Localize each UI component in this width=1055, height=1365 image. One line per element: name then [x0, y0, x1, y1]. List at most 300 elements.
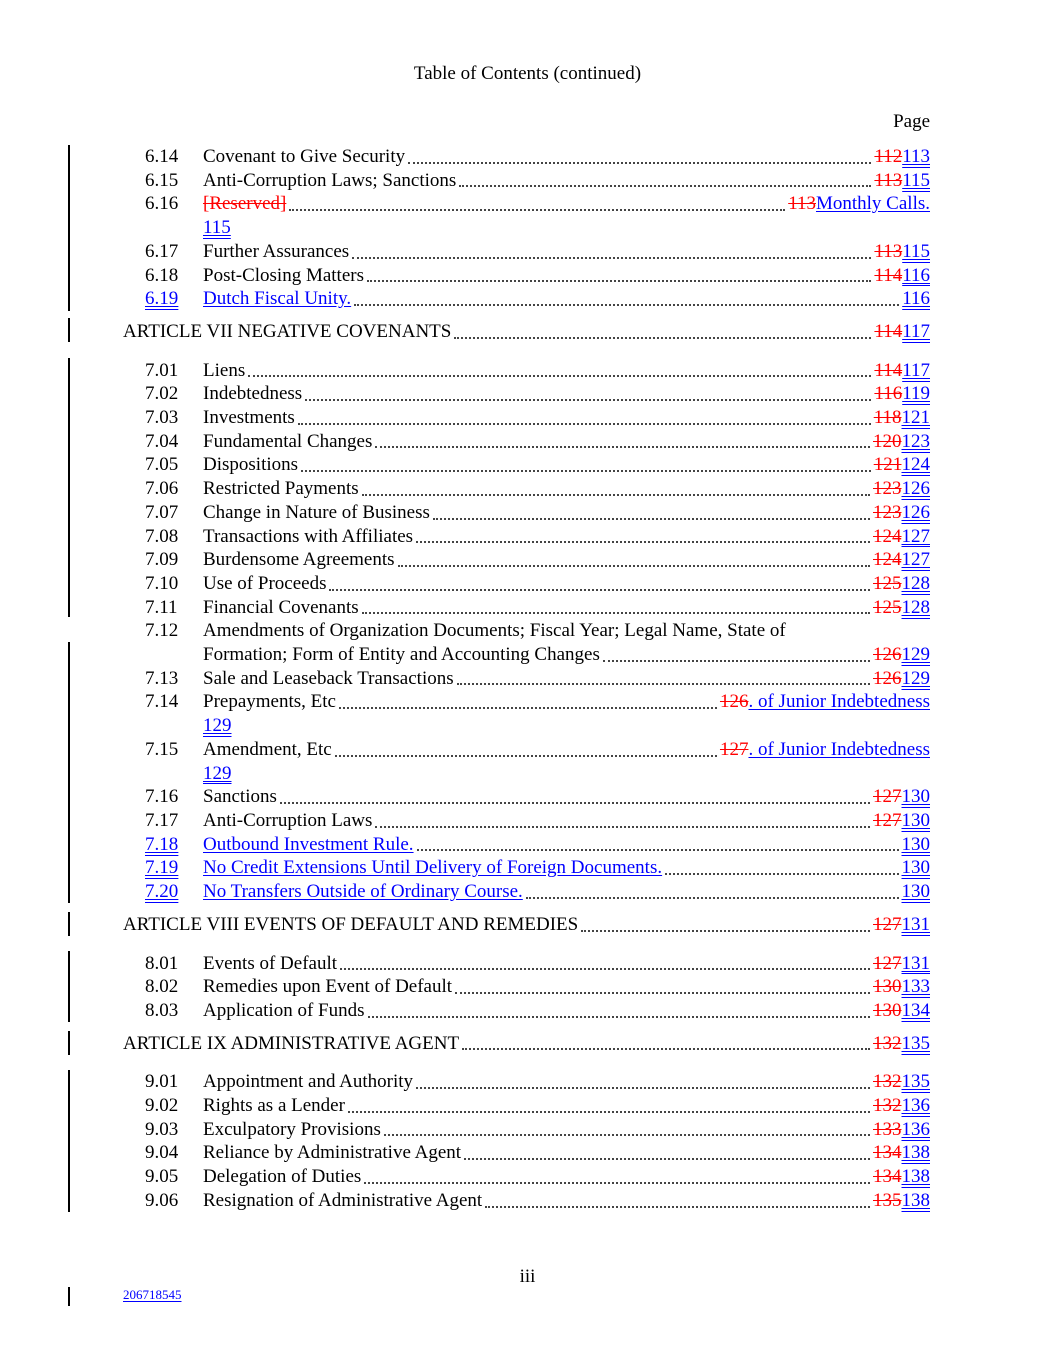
change-bar: [68, 1070, 70, 1212]
section-number: [145, 145, 203, 169]
toc-section-row: [123, 477, 930, 501]
section-number-text: 6.19: [145, 288, 179, 310]
section-number-text: 7.08: [145, 525, 179, 547]
section-number: [145, 359, 203, 383]
toc-section-row: [123, 952, 930, 976]
page-numbers: [873, 1118, 930, 1142]
inserted-page-number: 121: [901, 407, 930, 429]
dot-leader: [454, 337, 871, 339]
entry-title: Post-Closing Matters: [203, 264, 364, 286]
toc-wrap-row: [123, 216, 930, 240]
toc-section-row: [123, 192, 930, 216]
entry-title: Covenant to Give Security: [203, 146, 406, 167]
deleted-text: 127: [873, 786, 902, 808]
deleted-text: 127: [873, 952, 902, 974]
page-number-footer: iii: [519, 1266, 536, 1287]
toc-section-row: [123, 240, 930, 264]
entry-title: Anti-Corruption Laws; Sanctions: [203, 169, 457, 191]
page-numbers: [873, 477, 930, 501]
dot-leader: [416, 1087, 870, 1089]
change-bar: [68, 951, 70, 1022]
inserted-text: Outbound Investment Rule.: [203, 833, 414, 855]
deleted-text: 113: [788, 193, 816, 215]
section-number: [145, 833, 203, 857]
entry-title: Restricted Payments: [203, 478, 359, 500]
toc-section-row: [123, 690, 930, 714]
section-number-text: 7.12: [145, 620, 179, 642]
page-numbers: [873, 572, 930, 596]
section-number: [145, 382, 203, 406]
toc-section-row: [123, 406, 930, 430]
section-number: [145, 1165, 203, 1189]
change-bar: [68, 1287, 70, 1306]
entry-title: Liens: [203, 359, 246, 381]
inserted-page-number: 130: [901, 833, 930, 855]
section-number: [145, 1118, 203, 1142]
deleted-text: 127: [719, 738, 749, 760]
deleted-text: 123: [873, 478, 902, 500]
toc-section-row: [123, 856, 930, 880]
entry-title: Formation; Form of Entity and Accounting Changes: [203, 644, 600, 666]
deleted-text: 121: [873, 454, 902, 476]
inserted-page-number: 127: [901, 525, 930, 547]
section-number: [145, 738, 203, 762]
entry-title: Indebtedness: [203, 383, 303, 405]
entry-title: Delegation of Duties: [203, 1166, 362, 1188]
section-number: [145, 548, 203, 572]
entry-title: Change in Nature of Business: [203, 501, 430, 523]
dot-leader: [364, 1182, 870, 1184]
inserted-page-number: 138: [901, 1142, 930, 1164]
toc-section-row: [123, 833, 930, 857]
toc-section-row: [123, 169, 930, 193]
entry-title: Investments: [203, 407, 295, 429]
section-number-text: 7.01: [145, 359, 179, 381]
page-numbers: [873, 1141, 930, 1165]
deleted-text: 126: [873, 644, 902, 666]
inserted-page-number: 134: [901, 999, 930, 1021]
toc-wrap-row: [123, 714, 930, 738]
dot-leader: [384, 1134, 870, 1136]
toc-section-row: [123, 596, 930, 620]
section-number: [145, 525, 203, 549]
inserted-page-number: 138: [901, 1189, 930, 1211]
entry-title: Rights as a Lender: [203, 1095, 345, 1117]
deleted-text: 132: [873, 1071, 902, 1093]
deleted-text: [Reserved]: [203, 193, 287, 215]
dot-leader: [280, 802, 870, 804]
section-number-text: 6.17: [145, 240, 179, 262]
section-number: [145, 856, 203, 880]
inserted-text: Monthly Calls.: [815, 193, 930, 215]
inserted-page-number: 136: [901, 1095, 930, 1117]
section-number-text: 9.06: [145, 1189, 179, 1211]
section-number: [145, 501, 203, 525]
entry-title: Burdensome Agreements: [203, 549, 395, 571]
page-numbers: [873, 525, 930, 549]
entry-title: Events of Default: [203, 952, 338, 974]
page-numbers: [873, 1070, 930, 1094]
page-numbers: [873, 596, 930, 620]
dot-leader: [329, 589, 870, 591]
page-numbers: [902, 287, 930, 311]
section-number: [145, 619, 203, 643]
section-number-text: 8.03: [145, 999, 179, 1021]
toc-section-row: [123, 359, 930, 383]
toc-section-row: [123, 548, 930, 572]
entry-title: Exculpatory Provisions: [203, 1118, 381, 1140]
inserted-text: . of Junior Indebtedness: [748, 691, 930, 713]
inserted-page-number: 129: [203, 715, 232, 737]
toc-section-row: [123, 738, 930, 762]
deleted-text: 114: [874, 359, 903, 381]
section-number: [145, 169, 203, 193]
dot-leader: [289, 209, 785, 211]
inserted-page-number: 126: [901, 478, 930, 500]
section-number: [145, 430, 203, 454]
dot-leader: [348, 1111, 870, 1113]
deleted-text: 112: [874, 146, 903, 167]
section-number-text: 7.15: [145, 738, 179, 760]
inserted-page-number: 130: [901, 809, 930, 831]
section-number: [145, 880, 203, 904]
section-number-text: 7.04: [145, 430, 179, 452]
section-number-text: 9.01: [145, 1071, 179, 1093]
inserted-page-number: 133: [901, 976, 930, 998]
deleted-text: 114: [874, 320, 903, 342]
toc-article-row: [123, 1032, 930, 1056]
page-numbers: [873, 1189, 930, 1213]
section-number: [145, 1189, 203, 1213]
section-number-text: 7.20: [145, 881, 179, 903]
inserted-page-number: 138: [901, 1166, 930, 1188]
change-bar: [68, 642, 70, 903]
inserted-page-number: 116: [902, 264, 930, 286]
page-numbers: [873, 501, 930, 525]
document-id: 206718545: [123, 1287, 182, 1302]
toc-section-row: [123, 501, 930, 525]
toc-wrap-row: [123, 643, 930, 667]
section-number-text: 7.05: [145, 454, 179, 476]
toc-section-row: [123, 1094, 930, 1118]
inserted-page-number: 135: [901, 1071, 930, 1093]
section-number-text: 6.15: [145, 169, 179, 191]
toc-section-row: [123, 1070, 930, 1094]
deleted-text: 113: [874, 240, 903, 262]
dot-leader: [665, 873, 898, 875]
page-numbers: [873, 548, 930, 572]
section-number-text: 7.16: [145, 786, 179, 808]
deleted-text: 124: [873, 525, 902, 547]
toc-article-row: [123, 913, 930, 937]
page-numbers: [874, 169, 930, 193]
entry-title: Financial Covenants: [203, 596, 359, 618]
section-number: [145, 572, 203, 596]
entry-title: Anti-Corruption Laws: [203, 809, 373, 831]
toc-section-row: [123, 1118, 930, 1142]
entry-title: Reliance by Administrative Agent: [203, 1142, 462, 1164]
dot-leader: [375, 446, 870, 448]
deleted-text: 126: [873, 667, 902, 689]
inserted-page-number: 115: [203, 217, 231, 239]
dot-leader: [455, 992, 870, 994]
toc-section-row: [123, 1165, 930, 1189]
dot-leader: [354, 304, 899, 306]
inserted-page-number: 117: [902, 320, 930, 342]
page-numbers: [874, 359, 930, 383]
entry-title: Remedies upon Event of Default: [203, 976, 453, 998]
section-number-text: 7.02: [145, 383, 179, 405]
dot-leader: [301, 470, 871, 472]
toc-article-row: [123, 320, 930, 344]
section-number-text: 7.06: [145, 478, 179, 500]
page-numbers: [874, 382, 930, 406]
table-of-contents: [123, 145, 930, 1213]
section-number: [145, 1141, 203, 1165]
deleted-text: 126: [719, 691, 749, 713]
inserted-text: Dutch Fiscal Unity.: [203, 288, 352, 310]
change-bar: [68, 358, 70, 617]
deleted-text: 116: [874, 383, 903, 405]
deleted-text: 125: [873, 596, 902, 618]
dot-leader: [457, 683, 870, 685]
dot-leader: [339, 707, 717, 709]
section-number-text: 9.03: [145, 1118, 179, 1140]
page-numbers: [873, 785, 930, 809]
page-numbers: [873, 913, 930, 937]
change-bar: [68, 318, 70, 342]
dot-leader: [335, 755, 717, 757]
section-number: [145, 999, 203, 1023]
page-numbers: [874, 453, 930, 477]
toc-section-row: [123, 785, 930, 809]
inserted-page-number: 123: [901, 430, 930, 452]
section-number: [145, 596, 203, 620]
inserted-page-number: 129: [901, 667, 930, 689]
deleted-text: 123: [873, 501, 902, 523]
dot-leader: [298, 423, 871, 425]
toc-section-row: [123, 525, 930, 549]
section-number-text: 6.14: [145, 146, 179, 167]
section-number-text: 7.18: [145, 833, 179, 855]
toc-section-row: [123, 287, 930, 311]
inserted-page-number: 128: [901, 596, 930, 618]
inserted-page-number: 129: [203, 762, 232, 784]
page-numbers: [873, 643, 930, 667]
deleted-text: 134: [873, 1166, 902, 1188]
deleted-text: 127: [873, 913, 902, 935]
toc-section-row: [123, 619, 930, 643]
deleted-text: 127: [873, 809, 902, 831]
page-numbers: [873, 975, 930, 999]
inserted-page-number: 119: [902, 383, 930, 405]
page-numbers: [873, 809, 930, 833]
page-numbers: [873, 430, 930, 454]
page-numbers: [902, 856, 931, 880]
deleted-text: 130: [873, 976, 902, 998]
toc-section-row: [123, 880, 930, 904]
deleted-text: 134: [873, 1142, 902, 1164]
deleted-text: 118: [873, 407, 902, 429]
deleted-text: 132: [873, 1095, 902, 1117]
deleted-text: 120: [873, 430, 902, 452]
entry-title: Prepayments, Etc: [203, 691, 336, 713]
dot-leader: [485, 1206, 870, 1208]
toc-section-row: [123, 145, 930, 169]
section-number-text: 8.02: [145, 976, 179, 998]
entry-title: Appointment and Authority: [203, 1071, 414, 1093]
deleted-text: 114: [874, 264, 903, 286]
page-numbers: [902, 880, 931, 904]
inserted-page-number: 126: [901, 501, 930, 523]
toc-wrap-row: [123, 762, 930, 786]
section-number-text: 7.14: [145, 691, 179, 713]
section-number-text: 7.09: [145, 549, 179, 571]
dot-leader: [433, 518, 870, 520]
page-numbers: [874, 240, 930, 264]
section-number: [145, 264, 203, 288]
page-numbers: [902, 833, 931, 857]
section-number: [145, 690, 203, 714]
section-number: [145, 975, 203, 999]
page-column-label: Page: [893, 111, 930, 132]
section-number-text: 7.03: [145, 407, 179, 429]
dot-leader: [464, 1158, 870, 1160]
section-number-text: 7.10: [145, 572, 179, 594]
dot-leader: [362, 494, 870, 496]
dot-leader: [375, 826, 870, 828]
toc-section-row: [123, 382, 930, 406]
section-number: [145, 785, 203, 809]
section-number-text: 7.19: [145, 857, 179, 879]
entry-title: Further Assurances: [203, 240, 350, 262]
section-number: [145, 809, 203, 833]
page-numbers: [873, 999, 930, 1023]
entry-title: Resignation of Administrative Agent: [203, 1189, 483, 1211]
dot-leader: [368, 1016, 871, 1018]
entry-title: Amendment, Etc: [203, 738, 332, 760]
toc-section-row: [123, 975, 930, 999]
entry-title: Transactions with Affiliates: [203, 525, 414, 547]
dot-leader: [526, 897, 899, 899]
inserted-text: No Credit Extensions Until Delivery of Foreign Documents.: [203, 857, 663, 879]
entry-title: Fundamental Changes: [203, 430, 373, 452]
entry-title: ARTICLE VIII EVENTS OF DEFAULT AND REMEDIES: [123, 913, 579, 935]
deleted-text: 125: [873, 572, 902, 594]
inserted-page-number: 136: [901, 1118, 930, 1140]
dot-leader: [581, 930, 870, 932]
page-numbers: [720, 738, 930, 762]
inserted-page-number: 128: [901, 572, 930, 594]
deleted-text: 130: [873, 999, 902, 1021]
dot-leader: [417, 849, 899, 851]
inserted-page-number: 116: [902, 288, 930, 310]
dot-leader: [340, 968, 870, 970]
dot-leader: [408, 162, 871, 164]
dot-leader: [462, 1048, 870, 1050]
dot-leader: [459, 185, 871, 187]
deleted-text: 113: [874, 169, 903, 191]
change-bar: [68, 145, 70, 311]
section-number: [145, 287, 203, 311]
change-bar: [68, 912, 70, 936]
page-numbers: [788, 192, 930, 216]
section-number-text: 7.17: [145, 809, 179, 831]
entry-title: Sanctions: [203, 786, 277, 808]
section-number-text: 9.05: [145, 1166, 179, 1188]
inserted-page-number: 130: [901, 786, 930, 808]
dot-leader: [352, 257, 871, 259]
page-numbers: [874, 145, 930, 169]
toc-section-row: [123, 1141, 930, 1165]
section-number: [145, 453, 203, 477]
entry-title: Amendments of Organization Documents; Fiscal Year; Legal Name, State of: [203, 620, 786, 642]
entry-title: Application of Funds: [203, 999, 365, 1021]
section-number-text: 7.13: [145, 667, 179, 689]
inserted-page-number: 115: [902, 240, 930, 262]
dot-leader: [416, 541, 870, 543]
deleted-text: 124: [873, 549, 902, 571]
dot-leader: [398, 565, 870, 567]
section-number-text: 7.07: [145, 501, 179, 523]
toc-section-row: [123, 999, 930, 1023]
toc-section-row: [123, 430, 930, 454]
section-number: [145, 667, 203, 691]
toc-section-row: [123, 1189, 930, 1213]
page-numbers: [873, 1094, 930, 1118]
page-numbers: [873, 1032, 930, 1056]
section-number-text: 6.18: [145, 264, 179, 286]
section-number: [145, 952, 203, 976]
dot-leader: [367, 280, 871, 282]
section-number: [145, 477, 203, 501]
page-numbers: [720, 690, 930, 714]
entry-title: Dispositions: [203, 454, 299, 476]
section-number-text: 6.16: [145, 193, 179, 215]
page-numbers: [874, 264, 930, 288]
section-number-text: 8.01: [145, 952, 179, 974]
entry-title: ARTICLE IX ADMINISTRATIVE AGENT: [123, 1032, 460, 1054]
page-title: Table of Contents (continued): [413, 63, 642, 84]
deleted-text: 132: [873, 1032, 902, 1054]
page-numbers: [874, 406, 930, 430]
page-numbers: [873, 1165, 930, 1189]
deleted-text: 135: [873, 1189, 902, 1211]
inserted-page-number: 113: [902, 146, 930, 167]
dot-leader: [305, 399, 871, 401]
inserted-page-number: 115: [902, 169, 930, 191]
toc-section-row: [123, 264, 930, 288]
dot-leader: [603, 660, 870, 662]
inserted-page-number: 124: [901, 454, 930, 476]
section-number-text: 9.04: [145, 1142, 179, 1164]
inserted-text: . of Junior Indebtedness: [748, 738, 930, 760]
inserted-page-number: 130: [901, 881, 930, 903]
section-number: [145, 1070, 203, 1094]
section-number-text: 7.11: [145, 596, 178, 618]
change-bar: [68, 1031, 70, 1055]
page-numbers: [874, 320, 930, 344]
inserted-text: No Transfers Outside of Ordinary Course.: [203, 881, 523, 903]
section-number: [145, 406, 203, 430]
section-number: [145, 240, 203, 264]
entry-title: ARTICLE VII NEGATIVE COVENANTS: [123, 320, 452, 342]
toc-section-row: [123, 809, 930, 833]
inserted-page-number: 131: [901, 952, 930, 974]
page-numbers: [873, 952, 930, 976]
section-number-text: 9.02: [145, 1095, 179, 1117]
inserted-page-number: 127: [901, 549, 930, 571]
